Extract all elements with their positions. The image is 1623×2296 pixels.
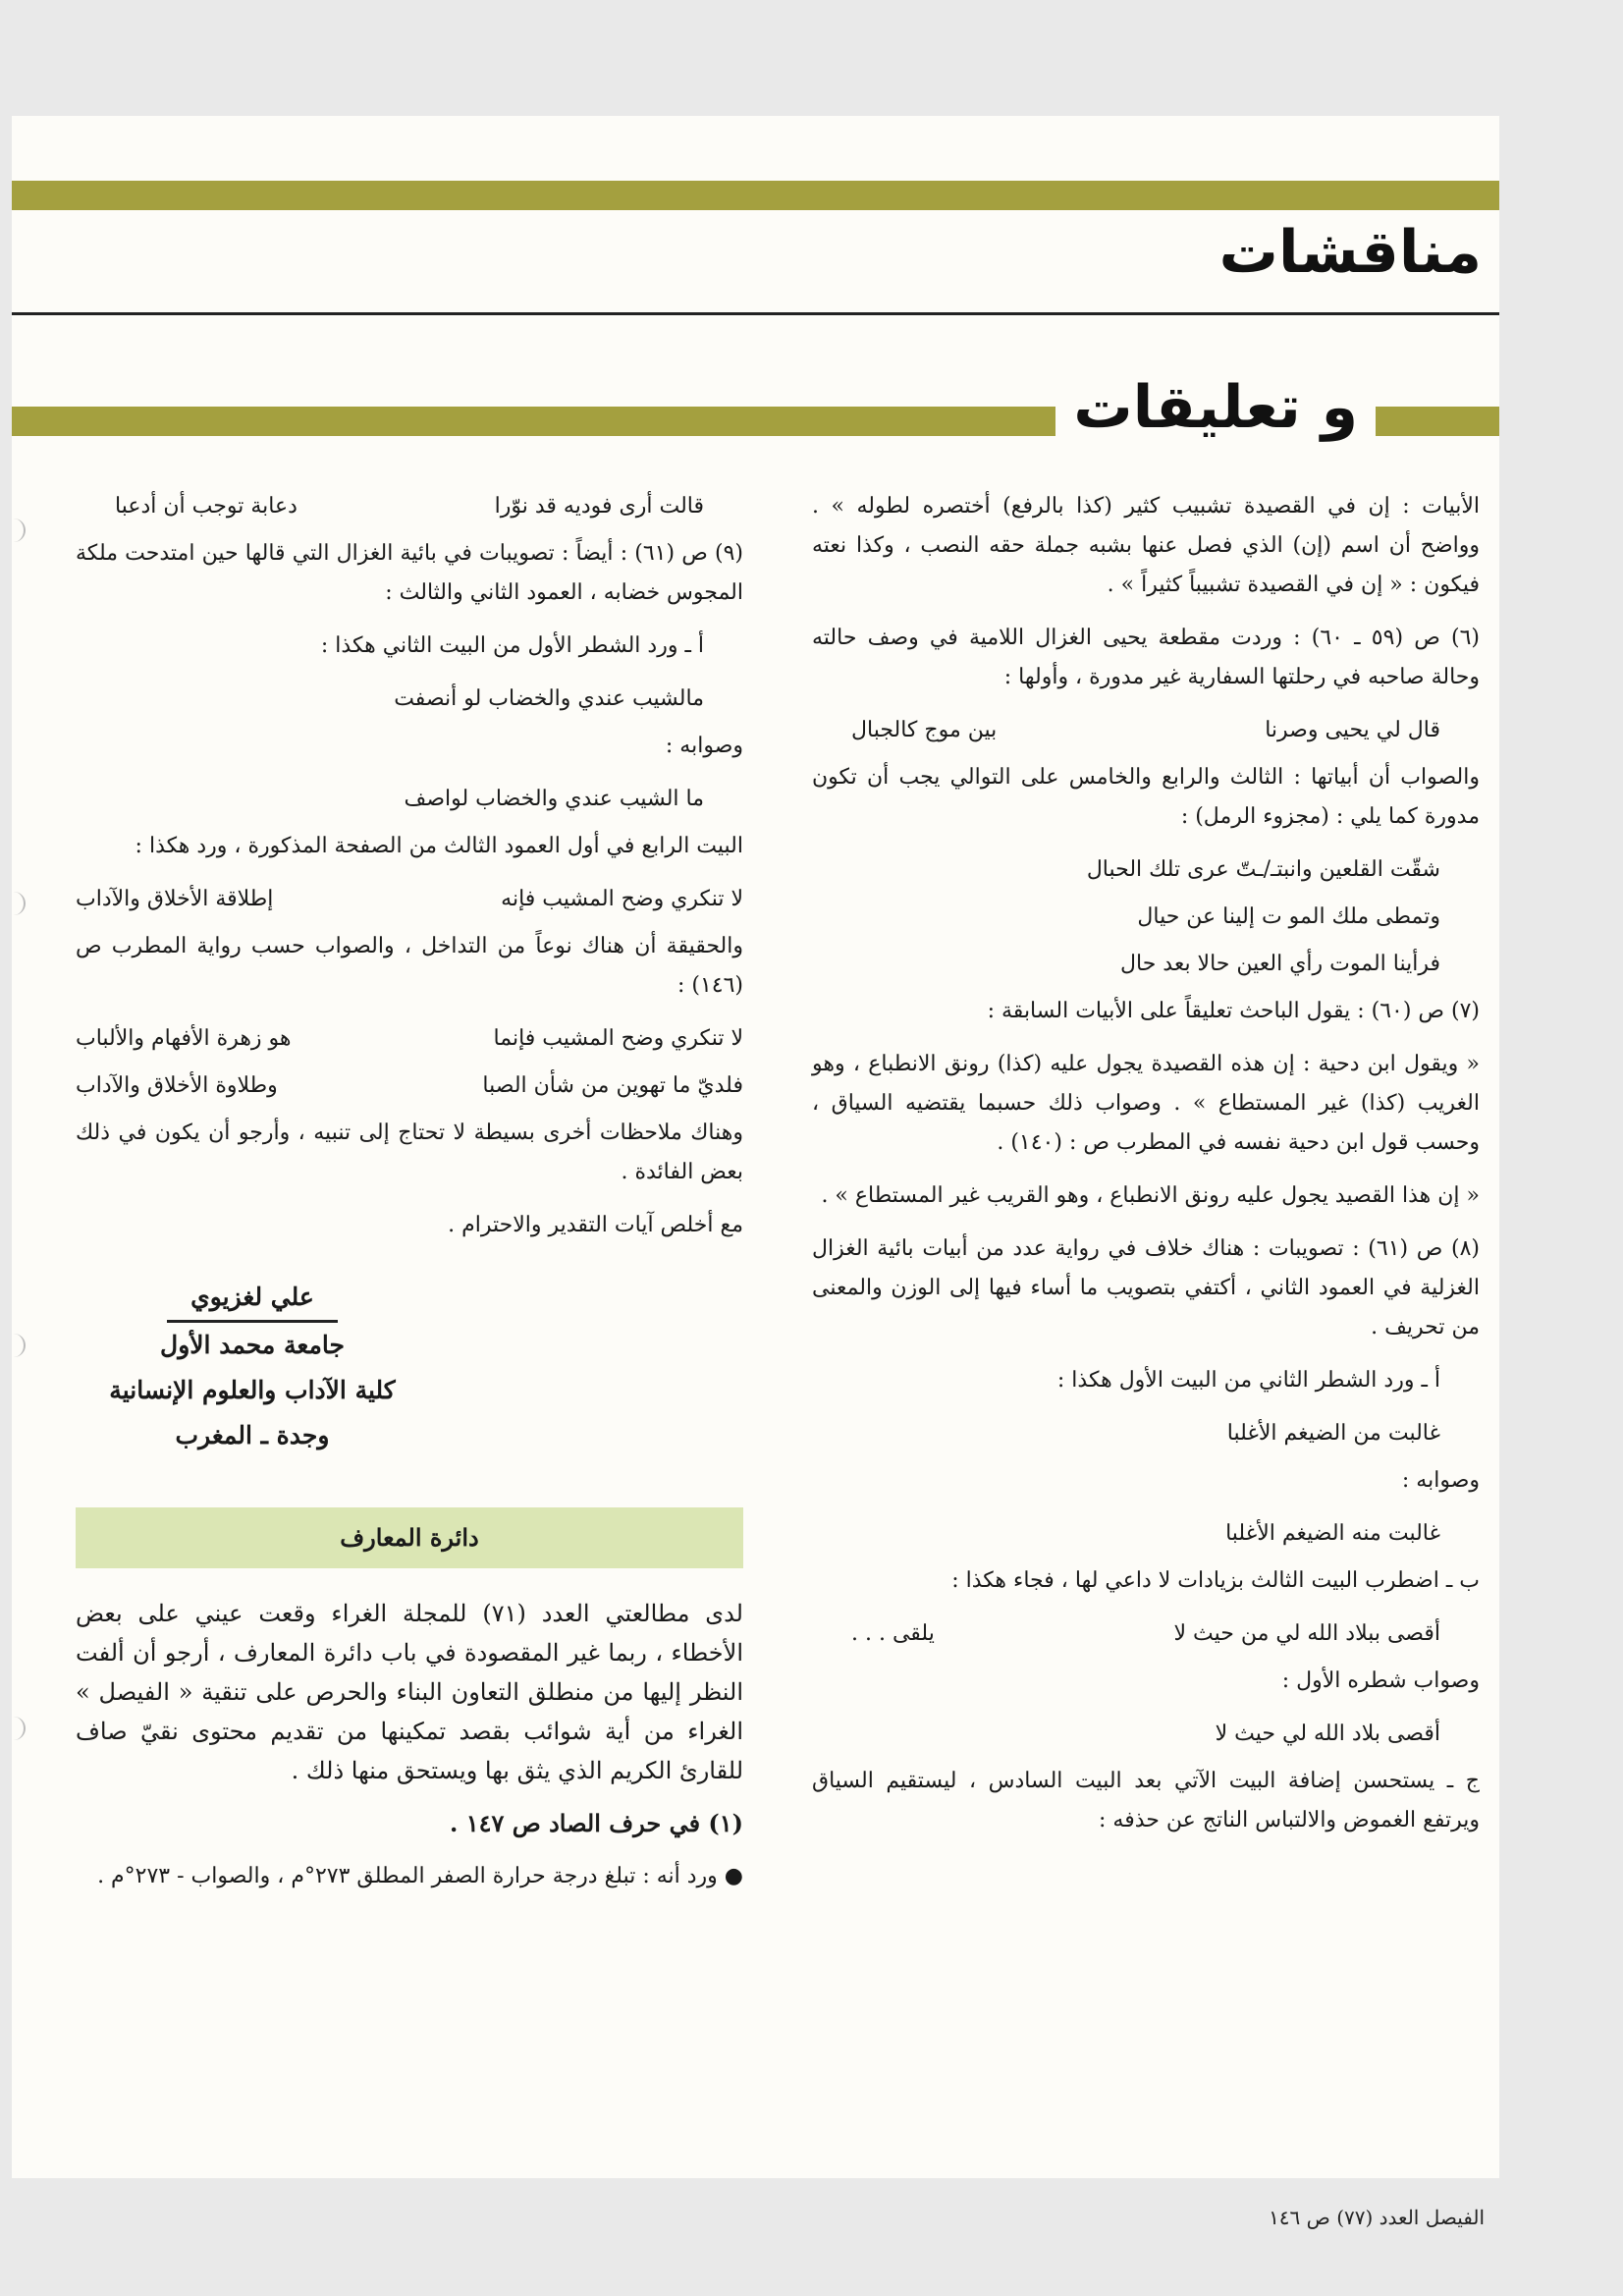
left-column [76,487,743,1910]
verse-hemistich: فلديّ ما تهوين من شأن الصبا [482,1073,743,1098]
verse-text: غالبت من الضيغم الأغلبا [1226,1421,1440,1446]
author-affiliation: كلية الآداب والعلوم الإنسانية [109,1376,396,1404]
verse-line [76,680,743,719]
verse-hemistich: لا تنكري وضح المشيب فإنما [493,1026,743,1051]
paragraph: « ويقول ابن دحية : إن هذه القصيدة يجول عليه (كذا) رونق الانطباع ، وهو الغريب (كذا) غير المستطاع » . وصواب ذلك حسبما يقتضيه السياق ، وحسب قول ابن دحية نفسه في المطرب ص : (١٤٠) . [812,1052,1480,1155]
verse-line [812,1614,1480,1654]
verse-text: ما الشيب عندي والخضاب لواصف [404,787,704,811]
verse-line [76,1066,743,1106]
verse-text: غالبت منه الضيغم الأغلبا [1225,1521,1440,1546]
paragraph: (٧) ص (٦٠) : يقول الباحث تعليقاً على الأبيات السابقة : [987,999,1480,1023]
paragraph: أ ـ ورد الشطر الثاني من البيت الأول هكذا : [1056,1368,1440,1393]
verse-line [76,1019,743,1059]
paragraph: والصواب أن أبياتها : الثالث والرابع والخامس على التوالي يجب أن تكون مدورة كما يلي : (مجزوء الرمل) : [812,765,1480,829]
signature-block [76,1275,429,1458]
right-column [812,487,1480,1854]
header-bar-top [12,181,1499,210]
verse-line [812,711,1480,750]
page-footer: الفيصل العدد (٧٧) ص ١٤٦ [1269,2206,1485,2229]
verse-text: أقصى بلاد الله لي حيث لا [1215,1722,1440,1746]
paragraph: (٦) ص (٥٩ ـ ٦٠) : وردت مقطعة يحيى الغزال اللامية في وصف حالته وحالة صاحبه في رحلتها السفارية غير مدورة ، وأولها : [812,626,1481,689]
verse-hemistich: أقصى ببلاد الله لي من حيث لا [1173,1621,1440,1646]
margin-mark [12,892,26,915]
verse-hemistich: بين موج كالجبال [851,718,998,742]
verse-hemistich: قال لي يحيى وصرنا [1265,718,1440,742]
verse-line [812,1715,1480,1754]
verse-line [812,1414,1480,1453]
author-affiliation: جامعة محمد الأول [160,1331,345,1359]
verse-hemistich: قالت أرى فوديه قد نوّرا [494,494,704,519]
author-name: علي لغزيوي [167,1275,338,1323]
verse-line [76,880,743,919]
verse-hemistich: لا تنكري وضح المشيب فإنه [501,887,743,911]
paragraph: ب ـ اضطرب البيت الثالث بزيادات لا داعي لها ، فجاء هكذا : [951,1568,1480,1593]
paragraph: وصوابه : [1401,1468,1480,1493]
verse-line [76,780,743,819]
paragraph: مع أخلص آيات التقدير والاحترام . [448,1213,743,1237]
verse-line [812,898,1480,937]
verse-text: فرأينا الموت رأي العين حالا بعد حال [1120,952,1440,976]
verse-line [76,487,743,526]
verse-text: شقّت القلعين وانبتـ/ـتّ عرى تلك الحبال [1086,857,1440,882]
verse-hemistich: وطلاوة الأخلاق والآداب [76,1073,278,1098]
header-rule [12,312,1499,315]
margin-mark [12,1717,26,1740]
paragraph: البيت الرابع في أول العمود الثالث من الصفحة المذكورة ، ورد هكذا : [135,834,743,858]
verse-hemistich: إطلاقة الأخلاق والآداب [76,887,274,911]
paragraph: وصوابه : [665,734,743,758]
paragraph: لدى مطالعتي العدد (٧١) للمجلة الغراء وقعت عيني على بعض الأخطاء ، ربما غير المقصودة في باب دائرة المعارف ، أرجو أن ألفت النظر إليها من منطلق التعاون البناء والحرص على تنقية « الفيصل » الغراء من أية شوائب بقصد تمكينها من تقديم محتوى نقيّ صاف للقارئ الكريم الذي يثق بها ويستحق منها ذلك . [76,1600,743,1784]
section-subtitle: و تعليقات [1055,373,1376,442]
paragraph: ● ورد أنه : تبلغ درجة حرارة الصفر المطلق ٢٧٣°م ، والصواب - ٢٧٣°م . [97,1864,743,1888]
paragraph: (١) في حرف الصاد ص ١٤٧ . [449,1809,743,1837]
paragraph: « إن هذا القصيد يجول عليه رونق الانطباع ، وهو القريب غير المستطاع » . [821,1183,1480,1208]
margin-mark [12,519,26,542]
verse-text: وتمطى ملك المو ت إلينا عن حيال [1137,904,1440,929]
verse-line [812,1514,1480,1554]
verse-hemistich: هو زهرة الأفهام والألباب [76,1026,292,1051]
section-title: مناقشات [1218,218,1482,287]
margin-mark [12,1334,26,1357]
verse-line [812,850,1480,890]
paragraph: أ ـ ورد الشطر الأول من البيت الثاني هكذا : [320,633,704,658]
verse-text: مالشيب عندي والخضاب لو أنصفت [394,686,704,711]
paragraph: وصواب شطره الأول : [1281,1668,1480,1693]
paragraph: (٩) ص (٦١) : أيضاً : تصويبات في بائية الغزال التي قالها حين امتدحت ملكة المجوس خضابه ، العمود الثاني والثالث : [76,541,744,605]
paragraph: ج ـ يستحسن إضافة البيت الآتي بعد البيت السادس ، ليستقيم السياق ويرتفع الغموض والالتباس الناتج عن حذفه : [812,1769,1480,1832]
magazine-page [12,116,1499,2229]
verse-line [812,945,1480,984]
verse-hemistich: يلقى . . . [851,1621,935,1646]
paragraph: (٨) ص (٦١) : تصويبات : هناك خلاف في رواية عدد من أبيات بائية الغزال الغزلية في العمود الثاني ، أكتفي بتصويب ما أساء فيها إلى الوزن والمعنى من تحريف . [812,1236,1480,1339]
author-location: وجدة ـ المغرب [175,1421,330,1449]
paragraph: وهناك ملاحظات أخرى بسيطة لا تحتاج إلى تنبيه ، وأرجو أن يكون في ذلك بعض الفائدة . [76,1121,743,1184]
paragraph: الأبيات : إن في القصيدة تشبيب كثير (كذا بالرفع) أختصره لطوله » . وواضح أن اسم (إن) الذي فصل عنها بشبه جملة حقه النصب ، وكذا نعته فيكون : « إن في القصيدة تشبيباً كثيراً » . [812,494,1480,597]
paragraph: والحقيقة أن هناك نوعاً من التداخل ، والصواب حسب رواية المطرب ص (١٤٦) : [76,934,743,998]
verse-hemistich: دعابة توجب أن أدعبا [115,494,298,519]
section-box-title: دائرة المعارف [76,1507,743,1568]
